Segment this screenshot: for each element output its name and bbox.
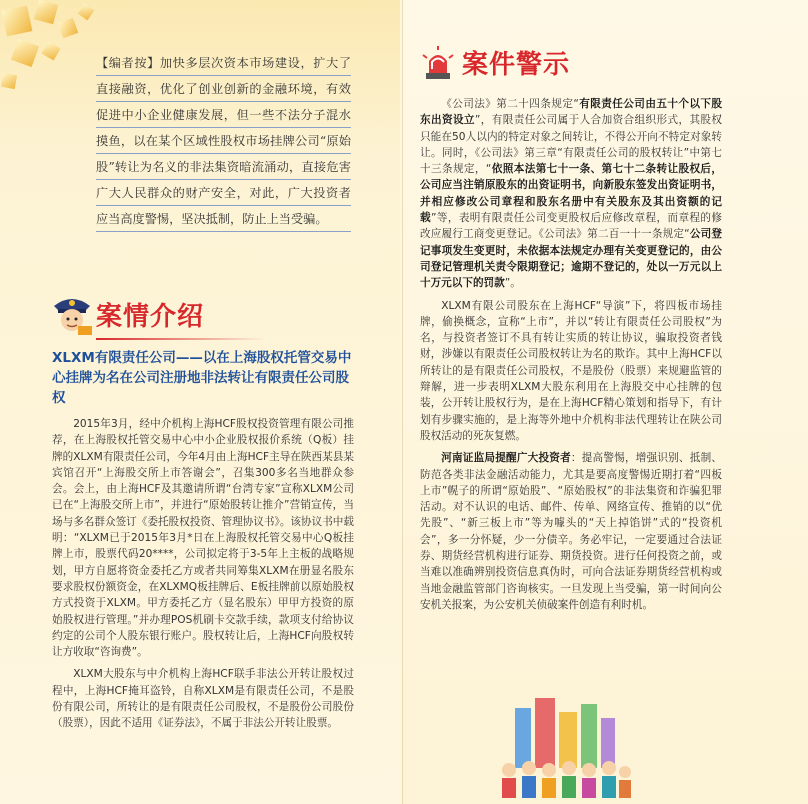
- heading-underline: [96, 338, 266, 340]
- case-intro-heading: [48, 292, 204, 336]
- law-bold-text: 有限责任公司由五十个以下股东出资设立: [420, 98, 722, 127]
- law-bold-text: 公司登记事项发生变更时，未依据本法规定办理有关变更登记的，由公司登记管理机关责令限期登记；逾期不登记的，处以一万元以上十万元以下的罚款: [420, 228, 723, 290]
- law-text: ”。: [504, 277, 521, 290]
- reminder-lead: 河南证监局提醒广大投资者: [441, 452, 571, 465]
- reminder-text: ：提高警惕，增强识别、抵制、防范各类非法金融活动能力，尤其是要高度警惕近期打着“四板上市”幌子的所谓“原始股”、“原始股权”的非法集资和诈骗犯罪活动。对不认识的电话、邮件、传单、网络宣传、推销的以“优先股”、“新三板上市”等为噱头的“天上掉馅饼”式的“投资机会”，多一分怀疑，少一分债辛。务必牢记，一定要通过合法证券、期货经营机构进行证券、期货投资。进行任何投资之前，或当难以准确辨别投资信息真伪时，可向合法证券期货经营机构或当地金融监管部门咨询核实。一旦发现上当受骗，第一时间向公安机关报案，为公安机关侦破案件创造有利时机。: [420, 452, 723, 611]
- crowd-illustration-icon: [495, 698, 635, 798]
- case-warning-paragraph-analysis: XLXM有限公司股东在上海HCF“导演”下，将四板市场挂牌，偷换概念，宣称“上市”，并以“转让有限责任公司股权”为名，与投资者签订不具有转让实质的转让协议，骗取投资者钱财，涉嫌以有限责任公司股权转让为名的欺诈。其中上海HCF以所转让的是有限责任公司股权，不是股份（股票）来规避监管的辩解，进一步表明XLXM大股东利用在上海股交中心挂牌的包装，公开转让股权行为，是在上海HCF精心策划和指导下，有计划有步骤实施的，是上海等外地中介机构非法代理转让在陕公司股权活动的死灰复燃。: [420, 299, 722, 442]
- case-intro-paragraph: 2015年3月，经中介机构上海HCF股权投资管理有限公司推荐，在上海股权托管交易中心中小企业股权报价系统（Q板）挂牌的XLXM有限责任公司，今年4月由上海HCF主导在陕西某县某宾馆召开“上海股交所上市答谢会”，召集300多名当地群众参会。会上，由上海HCF及其邀请所谓“台湾专家”宣称XLXM公司已在“上海股交所上市”，并进行“原始股转让推介”营销宣传，当场与多名群众签订《委托股权投资、管理协议书》。该协议书中载明：“XLXM已于2015年3月*日在上海股权托管交易中心Q板挂牌上市，股票代码20****，公司拟定将于3-5年上主板的战略规划，甲方自愿将资金委托乙方或者共同筹集XLXM在册显名股东要求股权份额资金，在XLXMQ板挂牌后、E板挂牌前以原始股权方式投资于XLXM。甲方委托乙方（显名股东）甲甲方投资的原始股权进行管理。”并办理POS机刷卡交款手续，款项支付给协议约定的公司个人股东银行账户。股权转让后，上海HCF向股权转让方收取“咨询费”。: [52, 418, 354, 659]
- cubes-icon: [0, 0, 110, 110]
- case-intro-title: 案情介绍: [96, 301, 205, 332]
- law-bold-text: 依照本法第七十一条、第七十二条转让股权后，公司应当注销原股东的出资证明书，向新股东签发出资证明书，并相应修改公司章程和股东名册中有关股东及其出资额的记载: [420, 163, 722, 225]
- editor-note: [96, 50, 351, 232]
- police-officer-icon: [48, 292, 96, 336]
- law-text: ”等，表明有限责任公司变更股权后应修改章程，而章程的修改应履行工商变更登记。《公司法》第二百一十一条规定“: [420, 212, 722, 241]
- case-warning-title: 案件警示: [462, 50, 571, 80]
- editor-note-text: 加快多层次资本市场建设，扩大了直接融资，优化了创业创新的金融环境，有效促进中小企业健康发展，但一些不法分子混水摸鱼，以在某个区域性股权市场挂牌公司“原始股”转让为名义的非法集资暗流涌动，直接危害广大人民群众的财产安全，对此，广大投资者应当高度警惕，坚决抵制，防止上当受骗。: [96, 56, 352, 226]
- case-warning-paragraph-reminder: [420, 450, 722, 613]
- case-warning-heading: [420, 44, 570, 81]
- editor-note-label: 【编者按】: [96, 56, 160, 70]
- case-warning-body: [420, 96, 722, 619]
- case-intro-body: [52, 416, 354, 738]
- case-intro-subtitle: XLXM有限责任公司——以在上海股权托管交易中心挂牌为名在公司注册地非法转让有限责任公司股权: [52, 350, 352, 406]
- case-intro-paragraph: XLXM大股东与中介机构上海HCF联手非法公开转让股权过程中，上海HCF掩耳盗铃，自称XLXM是有限责任公司，不是股份有限公司，所转让的是有限责任公司股权，不是股份公司股份（股票），因此不适用《证券法》，不属于非法公开转让股票。: [52, 668, 354, 730]
- alarm-siren-icon: [420, 45, 456, 81]
- law-text: 《公司法》第二十四条规定“: [441, 98, 579, 110]
- left-column: [0, 0, 400, 804]
- case-warning-paragraph-law: [420, 96, 722, 292]
- law-text: ”，有限责任公司属于人合加资合组织形式，其股权只能在50人以内的特定对象之间转让，不得公开向不特定对象转让。同时，《公司法》第三章“有限责任公司的股权转让”中第七十三条规定，“: [420, 114, 723, 176]
